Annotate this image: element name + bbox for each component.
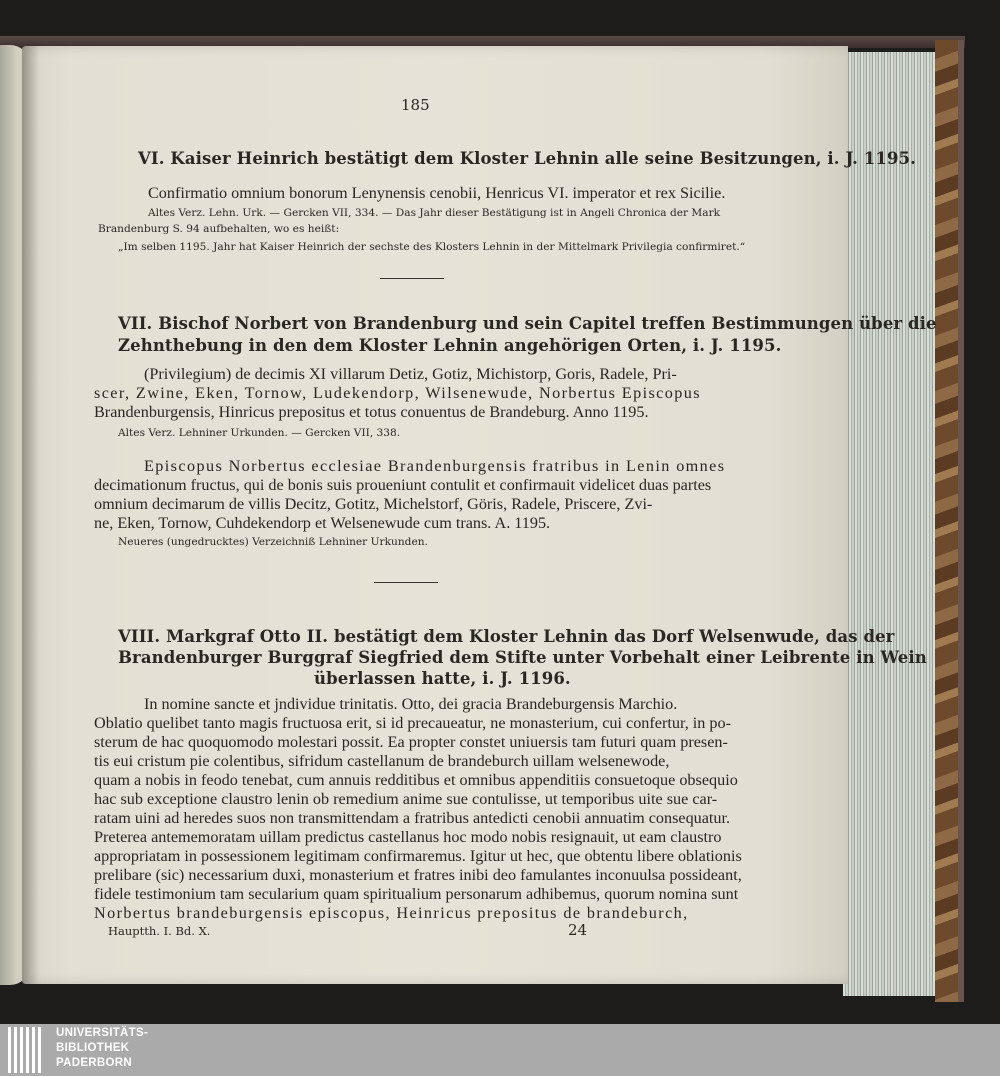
sheet-signature-number: 24 (568, 921, 588, 939)
section-vii-body-line: Brandenburgensis, Hinricus prepositus et totus conuentus de Brandeburg. Anno 1195. (94, 403, 649, 421)
section-vi-note-line: „Im selben 1195. Jahr hat Kaiser Heinrich der sechste des Klosters Lehnin in der Mittelmark Privilegia confirmiret.“ (118, 241, 746, 253)
library-name-line: UNIVERSITÄTS- (56, 1027, 149, 1039)
section-viii-heading: überlassen hatte, i. J. 1196. (314, 669, 571, 688)
section-viii-body-line: sterum de hac quoquomodo molestari possit. Ea propter constet uniuersis tam futuri quam presen- (94, 733, 728, 751)
section-separator (380, 278, 444, 279)
page-block-edges (843, 52, 938, 996)
section-viii-heading: Brandenburger Burggraf Siegfried dem Stifte unter Vorbehalt einer Leibrente in Wein (118, 648, 927, 667)
library-name-line: BIBLIOTHEK (56, 1042, 130, 1054)
page-gutter-shadow (22, 46, 40, 984)
section-vii-body2-line: omnium decimarum de villis Decitz, Gotitz, Michelstorf, Göris, Radele, Priscere, Zvi- (94, 495, 653, 513)
library-footer-bar (0, 1024, 1000, 1076)
section-vii-body-line: scer, Zwine, Eken, Tornow, Ludekendorp, Wilsenewude, Norbertus Episcopus (94, 384, 701, 402)
section-viii-body-line: In nomine sancte et jndividue trinitatis. Otto, dei gracia Brandeburgensis Marchio. (144, 695, 678, 713)
section-vi-note-line: Altes Verz. Lehn. Urk. — Gercken VII, 334. — Das Jahr dieser Bestätigung ist in Angeli Chronica der Mark (148, 207, 721, 219)
cover-spine-edge (958, 40, 964, 1002)
section-vii-body2-line: ne, Eken, Tornow, Cuhdekendorp et Welsenewude cum trans. A. 1195. (94, 514, 551, 532)
section-viii-heading: VIII. Markgraf Otto II. bestätigt dem Kloster Lehnin das Dorf Welsenwude, das der (118, 627, 895, 646)
section-viii-body-line: Preterea antememoratam uillam predictus castellanus hoc modo nobis resignauit, ut eam claustro (94, 828, 722, 846)
signature-mark: Hauptth. I. Bd. X. (108, 924, 211, 938)
section-vi-heading: VI. Kaiser Heinrich bestätigt dem Kloster Lehnin alle seine Besitzungen, i. J. 1195. (138, 149, 916, 168)
section-viii-body-line: quam a nobis in feodo tenebat, cum annuis redditibus et omnibus appenditiis consuetoque obsequio (94, 771, 738, 789)
section-vi-note-line: Brandenburg S. 94 aufbehalten, wo es heißt: (98, 223, 340, 235)
section-viii-body-line: Norbertus brandeburgensis episcopus, Heinricus prepositus de brandeburch, (94, 904, 689, 922)
section-vii-heading: VII. Bischof Norbert von Brandenburg und sein Capitel treffen Bestimmungen über die (118, 314, 937, 333)
page-number: 185 (401, 96, 430, 114)
section-vi-body-line: Confirmatio omnium bonorum Lenynensis cenobii, Henricus VI. imperator et rex Sicilie. (148, 184, 726, 202)
section-viii-body-line: hac sub exceptione claustro lenin ob remedium anime sue contulisse, ut temporibus uite sue car- (94, 790, 718, 808)
section-viii-body-line: tis eui cristum pie colentibus, sifridum castellanum de brandeburch uillam welsenewode, (94, 752, 670, 770)
section-vii-note: Altes Verz. Lehniner Urkunden. — Gercken VII, 338. (118, 427, 401, 439)
section-separator (374, 582, 438, 583)
section-vii-note: Neueres (ungedrucktes) Verzeichniß Lehniner Urkunden. (118, 536, 428, 548)
section-vii-body2-line: Episcopus Norbertus ecclesiae Brandenburgensis fratribus in Lenin omnes (144, 457, 726, 475)
library-name-line: PADERBORN (56, 1057, 132, 1069)
section-vii-body2-line: decimationum fructus, qui de bonis suis proueniunt contulit et confirmauit videlicet duas partes (94, 476, 712, 494)
book-page (22, 46, 937, 984)
section-viii-body-line: fidele testimonium tam secularium quam spiritualium personarum adhibemus, quorum nomina sunt (94, 885, 739, 903)
section-viii-body-line: prelibare (sic) necessarium duxi, monasterium et fratres inibi deo famulantes inconuulsa possideant, (94, 866, 742, 884)
section-viii-body-line: appropriatam in possessionem legitimam confirmaremus. Igitur ut hec, que obtentu libere oblationis (94, 847, 742, 865)
section-vii-body-line: (Privilegium) de decimis XI villarum Detiz, Gotiz, Michistorp, Goris, Radele, Pri- (144, 365, 677, 383)
section-vii-heading: Zehnthebung in den dem Kloster Lehnin angehörigen Orten, i. J. 1195. (118, 336, 782, 355)
section-viii-body-line: Oblatio quelibet tanto magis fructuosa erit, si id precaueatur, ne monasterium, cui confertur, in po- (94, 714, 732, 732)
library-logo-icon (8, 1027, 44, 1073)
section-viii-body-line: ratam uini ad heredes suos non transmittendam a fratribus antedicti cenobii annuatim consequatur. (94, 809, 731, 827)
